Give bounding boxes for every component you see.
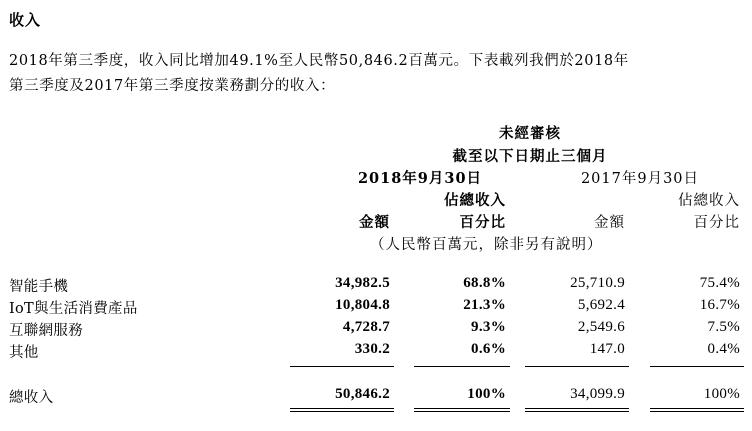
total-double-rule-amount-2018-a — [290, 408, 394, 409]
total-double-rule-pct-2017-b — [650, 411, 744, 412]
row-amount-2018: 34,982.5 — [335, 275, 390, 291]
row-pct-2017: 0.4% — [707, 341, 740, 357]
row-pct-2018: 0.6% — [471, 341, 506, 357]
row-pct-2017: 75.4% — [699, 275, 740, 291]
unit-note: （人民幣百萬元，除非另有說明） — [370, 237, 603, 253]
total-amount-2018: 50,846.2 — [335, 386, 390, 402]
total-pct-2017: 100% — [703, 386, 740, 402]
row-label: IoT與生活消費產品 — [9, 301, 138, 317]
subtotal-rule-amount-2017 — [525, 366, 629, 367]
row-amount-2018: 4,728.7 — [342, 319, 390, 335]
subtotal-rule-amount-2018 — [290, 366, 394, 367]
total-label: 總收入 — [9, 390, 54, 406]
row-amount-2018: 330.2 — [354, 341, 390, 357]
total-double-rule-amount-2017-a — [525, 408, 629, 409]
row-amount-2018: 10,804.8 — [335, 297, 390, 313]
row-amount-2017: 5,692.4 — [577, 297, 625, 313]
row-label: 智能手機 — [9, 279, 69, 295]
section-title: 收入 — [9, 11, 42, 29]
row-pct-2018: 9.3% — [471, 319, 506, 335]
row-amount-2017: 147.0 — [589, 341, 625, 357]
intro-line-2: 第三季度及2017年第三季度按業務劃分的收入： — [9, 78, 336, 94]
period-2018-header: 2018年9月30日 — [357, 170, 483, 187]
total-double-rule-amount-2018-b — [290, 411, 394, 412]
pct-2018-header-line1: 佔總收入 — [444, 192, 506, 209]
row-label: 互聯網服務 — [9, 323, 83, 339]
subtotal-rule-pct-2017 — [650, 366, 744, 367]
row-amount-2017: 2,549.6 — [577, 319, 625, 335]
total-amount-2017: 34,099.9 — [570, 386, 625, 402]
row-pct-2017: 7.5% — [707, 319, 740, 335]
pct-2018-header-line2: 百分比 — [459, 214, 506, 231]
row-pct-2018: 68.8% — [463, 275, 506, 291]
period-header: 截至以下日期止三個月 — [452, 148, 608, 165]
row-amount-2017: 25,710.9 — [570, 275, 625, 291]
total-double-rule-pct-2018-a — [414, 408, 510, 409]
period-2017-header: 2017年9月30日 — [580, 171, 700, 187]
total-pct-2018: 100% — [467, 386, 506, 402]
row-pct-2017: 16.7% — [699, 297, 740, 313]
subtotal-rule-pct-2018 — [414, 366, 510, 367]
row-pct-2018: 21.3% — [463, 297, 506, 313]
total-double-rule-pct-2017-a — [650, 408, 744, 409]
total-double-rule-pct-2018-b — [414, 411, 510, 412]
pct-2017-header-line1: 佔總收入 — [678, 193, 740, 209]
row-label: 其他 — [9, 345, 39, 361]
amount-2018-header: 金額 — [359, 214, 390, 231]
intro-line-1: 2018年第三季度，收入同比增加49.1%至人民幣50,846.2百萬元。下表載列我們於2018年 — [9, 53, 629, 69]
amount-2017-header: 金額 — [594, 215, 625, 231]
pct-2017-header-line2: 百分比 — [693, 215, 740, 231]
total-double-rule-amount-2017-b — [525, 411, 629, 412]
audit-header: 未經審核 — [499, 125, 561, 142]
